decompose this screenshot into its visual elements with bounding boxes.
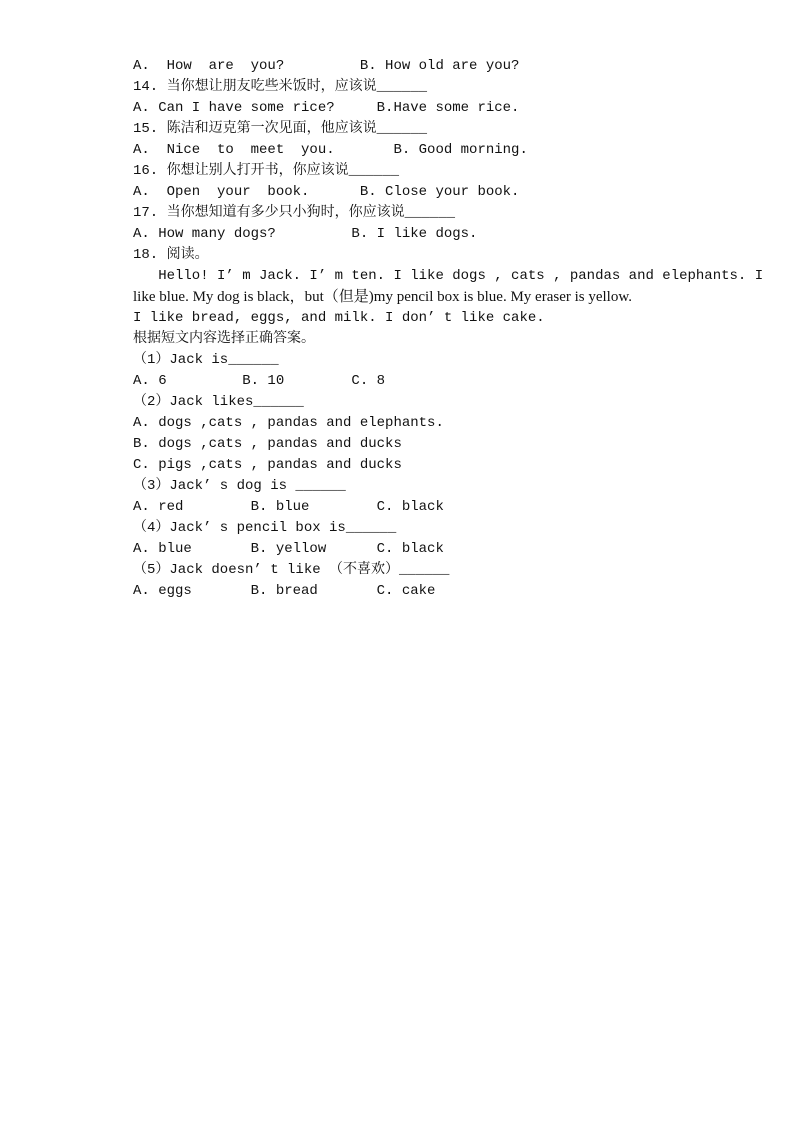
question-14: 14. 当你想让朋友吃些米饭时，应该说______: [133, 79, 428, 95]
sq1-options: A. 6 B. 10 C. 8: [133, 373, 386, 389]
sq2-option-b: B. dogs ,cats , pandas and ducks: [133, 436, 402, 452]
q16-options: A. Open your book. B. Close your book.: [133, 184, 520, 200]
sub-question-1: （1）Jack is______: [133, 352, 279, 368]
passage-line-3: I like bread, eggs, and milk. I don’ t like cake.: [133, 310, 545, 326]
sq4-options: A. blue B. yellow C. black: [133, 541, 444, 557]
sub-question-2: （2）Jack likes______: [133, 394, 304, 410]
sq2-option-a: A. dogs ,cats , pandas and elephants.: [133, 415, 444, 431]
q14-options: A. Can I have some rice? B.Have some rice.: [133, 100, 520, 116]
passage-line-1: Hello! I’ m Jack. I’ m ten. I like dogs , cats , pandas and elephants. I: [133, 268, 764, 284]
question-15: 15. 陈洁和迈克第一次见面，他应该说______: [133, 121, 428, 137]
sub-question-5: （5）Jack doesn’ t like （不喜欢）______: [133, 562, 450, 578]
question-16: 16. 你想让别人打开书，你应该说______: [133, 163, 400, 179]
q17-options: A. How many dogs? B. I like dogs.: [133, 226, 478, 242]
q13-options: A. How are you? B. How old are you?: [133, 58, 520, 74]
sq3-options: A. red B. blue C. black: [133, 499, 444, 515]
question-18-reading-heading: 18. 阅读。: [133, 247, 209, 263]
question-17: 17. 当你想知道有多少只小狗时，你应该说______: [133, 205, 456, 221]
sub-question-4: （4）Jack’ s pencil box is______: [133, 520, 397, 536]
q15-options: A. Nice to meet you. B. Good morning.: [133, 142, 528, 158]
reading-instruction: 根据短文内容选择正确答案。: [133, 331, 315, 347]
passage-line-2: like blue. My dog is black，but（但是)my pencil box is blue. My eraser is yellow.: [133, 289, 632, 305]
sub-question-3: （3）Jack’ s dog is ______: [133, 478, 346, 494]
sq5-options: A. eggs B. bread C. cake: [133, 583, 436, 599]
document-text-block: [133, 56, 773, 602]
sq2-option-c: C. pigs ,cats , pandas and ducks: [133, 457, 402, 473]
